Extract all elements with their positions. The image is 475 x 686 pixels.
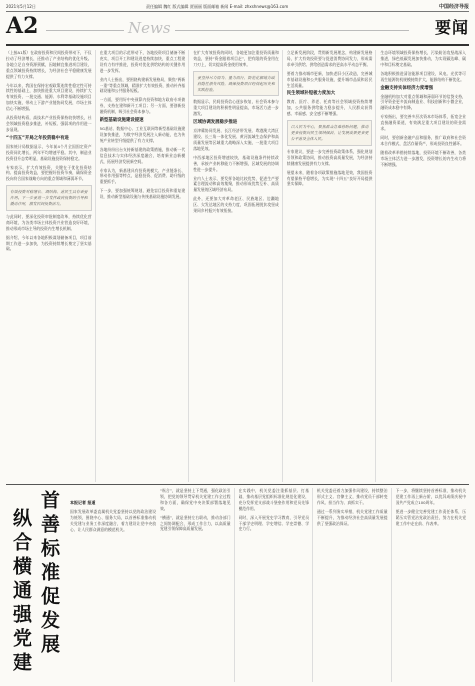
top-bar [6, 3, 469, 11]
lead-text: 国家发展改革委直属机关党委坚持以党的政治建设为统领，围绕中心、服务大局，以首善标准推动机关党建与业务工作深度融合，着力建设让党中央放心、让人民群众满意的模范机关。 [70, 509, 156, 532]
paragraph: 业内人士指出，要围绕构建新发展格局，聚焦“两新一重”等重点领域，精准扩大有效投资，推动补齐基础设施和公共服务短板。 [99, 76, 186, 94]
paragraph: 中西部地区投资增速较快，基础设施条件持续改善，承接产业转移能力不断增强，区域发展的协调性进一步提升。 [193, 154, 279, 172]
article-column [287, 50, 377, 482]
paragraph: 展望未来，随着各项政策措施落地见效，我国投资有望保持平稳增长，为实现“十四五”良好开局提供坚实保障。 [286, 169, 373, 187]
subheading: “十四五”开局之年投资稳中有进 [6, 135, 69, 141]
paragraph: 此外，还要加大对革命老区、民族地区、边疆地区、欠发达地区的支持力度，巩固拓展脱贫攻坚成果同乡村振兴有效衔接。 [193, 196, 279, 214]
paragraph: 京津冀协同发展、长江经济带发展、粤港澳大湾区建设、长三角一体化发展、黄河流域生态保护和高质量发展等区域重大战略深入实施，一批重大项目落地见效。 [193, 128, 279, 151]
paragraph: 要进一步健全完善党建工作责任体系，压紧压实管党治党政治责任，努力在机关党建工作中走在前、作表率。 [395, 508, 466, 526]
issue-date: 2021年5月12日 [6, 4, 36, 9]
paragraph: 5G基站、数据中心、工业互联网等新型基础设施建设加快推进，为数字经济发展注入新动能，也为传统产业转型升级提供了有力支撑。 [99, 126, 186, 143]
article-column [396, 488, 470, 682]
paragraph: 今年以来，我国在保持宏观政策连续性稳定性可持续性的基础上，加快推进重大项目建设，持续扩大有效投资，一批交通、能源、水利等基础设施项目加快实施，带动上下游产业链协同发展，市场主体信心不断增强。 [6, 82, 92, 112]
article-column [100, 50, 190, 482]
masthead [6, 13, 469, 43]
section-title-zh: 要闻 [434, 18, 469, 37]
paragraph: 在实践中，机关党委注重抓基层、打基础，推动基层党组织标准化规范化建设，充分发挥党支部战斗堡垒作用和党员先锋模范作用。 [238, 488, 309, 511]
paragraph: 从投资结构看，高技术产业投资保持较快增长，社会领域投资稳步推进，补短板、强弱项的作用进一步显现。 [6, 115, 92, 132]
paragraph: 国家统计局数据显示，今年前4个月全国固定资产投资同比增长，两年平均增速平稳。其中，制造业投资回升态势明显，基础设施投资保持稳定。 [6, 143, 92, 161]
paragraph: 数据显示，民间投资信心逐步恢复，社会资本参与重大项目建设的积极性明显提高，市场活力进一步激发。 [193, 99, 279, 117]
paragraph: “纵合”，就是坚持上下贯通，强化政治引领，把党的领导贯穿机关党建工作全过程和各方面，确保党中央决策部署落地见效。 [160, 488, 231, 511]
article-column [193, 50, 283, 482]
paragraph: 各地积极推进清洁能源项目建设，风电、光伏等可再生能源装机规模持续扩大，能源结构不断优化。 [380, 70, 466, 82]
masthead-line [46, 30, 409, 31]
paragraph: 教育、医疗、养老、托育等社会领域投资持续增加，公共服务供给能力稳步提升，人民群众获得感、幸福感、安全感不断增强。 [286, 99, 373, 117]
paragraph: 专家认为，新基建具有投资规模大、产业链条长、带动作用强等特点，是稳投资、促消费、助升级的重要抓手。 [99, 167, 186, 185]
article-column [160, 488, 235, 682]
article-column [239, 488, 314, 682]
pull-quote-text: 有效投资对稳增长、调结构、惠民生具有重要作用。下一步要进一步发挥政府投资的引导和撬动作用，激发民间投资活力。 [10, 189, 88, 207]
paragraph: 立足新发展阶段，贯彻新发展理念，构建新发展格局，扩大有效投资要与促进消费协同发力，形成需求牵引供给、供给创造需求的更高水平动态平衡。 [286, 50, 373, 67]
article-column [317, 488, 392, 682]
paragraph: 同时，要创新金融产品和服务，推广政府和社会资本合作模式，盘活存量资产，形成投资良性循环。 [380, 134, 466, 146]
subheading: 民生领域补短板力度加大 [286, 91, 336, 97]
paragraph: 一方面，要用好中央预算内投资和地方政府专项债券，支持在建和新开工项目；另一方面，要创新投融资机制，吸引社会资本参与。 [99, 97, 186, 115]
paragraph: 金融机构加大对重点领域和薄弱环节的信贷支持，引导资金更多流向制造业、科技创新和小微企业，融资成本稳中有降。 [380, 93, 466, 111]
lower-columns [160, 488, 469, 682]
lead-paragraph [70, 500, 156, 536]
paragraph: 在重大项目的示范带动下，各地投资项目储备不断充实，项目开工和建设进度持续加快，重点工程建设有力有序推进，投资对优化供给结构的关键作用进一步发挥。 [99, 50, 186, 73]
pull-quote [6, 185, 92, 211]
paragraph: 业内人士表示，要发挥各地比较优势，促进生产要素合理流动和高效集聚，推动形成优势互补、高质量发展的区域经济布局。 [193, 175, 279, 193]
paragraph: 下一步，要加强统筹规划，避免盲目投资和重复建设，推动新型基础设施与传统基础设施协调发展。 [99, 188, 186, 200]
page-number: A2 [6, 13, 39, 39]
section-divider [6, 484, 469, 485]
paragraph: （上接A1版）在政府投资和民间投资带动下，不仅拉动了经济增长，还推动了产业结构的优化升级。各地立足自身资源禀赋，因地制宜推进项目建设，重点领域投资持续增长，为经济社会平稳健康发展提供了有力支撑。 [6, 50, 92, 79]
pull-quote [287, 120, 373, 146]
section-title-en: News [124, 19, 175, 37]
paragraph: 在扩大有效投资的同时，各地更加注重投资质量和效益，坚持“资金跟着项目走”，把有限的资金用在刀刃上，切实提高资金使用效率。 [193, 50, 279, 67]
top-rule [6, 11, 469, 12]
paragraph: 通过一系列务实举措，机关党建工作质量不断提升，为推动经济社会高质量发展提供了坚强政治保证。 [317, 508, 388, 526]
paper-name: 中国经济导报 [438, 4, 469, 10]
subheading: 金融支持实体经济力度增强 [380, 85, 434, 91]
pull-quote-text: 要坚持尽力而为、量力而行，防范化解地方政府隐性债务风险，确保投资项目经得起历史和实践检验。 [197, 74, 275, 92]
subheading: 新型基础设施建设提速 [99, 118, 144, 124]
paragraph: 与此同时，要深化投资审批制度改革，持续优化营商环境，为各类市场主体投资兴业营造良好环境，推动形成市场主导的投资内生增长机制。 [6, 213, 92, 231]
pull-quote [193, 71, 279, 97]
paragraph: “横通”，就是坚持左右联动，推动各部门之间协调配合，形成工作合力，以高质量党建引领保障高质量发展。 [160, 514, 231, 532]
paragraph: 机关党委还着力加强作风建设，持续整治形式主义、官僚主义，推动党员干部转变作风、担当作为、真抓实干。 [317, 488, 388, 505]
paragraph: 各地纷纷出台支持新基建的政策措施，推动新一代信息技术与实体经济深度融合，培育新业态新模式，拓展经济发展新空间。 [99, 146, 186, 164]
paragraph: 生态环境领域投资保持增长，污染防治攻坚战深入推进，绿色低碳发展加快推动，为实现碳达峰、碳中和目标奠定基础。 [380, 50, 466, 67]
paragraph: 专家表示，扩大有效投资，关键在于优化投资结构、提高投资效益，要把握好投资节奏，确保资金投向符合国家战略方向的重点领域和薄弱环节。 [6, 164, 92, 182]
lower-article [6, 488, 469, 682]
masthead-rule [6, 44, 469, 46]
paragraph: 专家指出，要完善多层次资本市场体系，拓宽企业直接融资渠道，有效满足重大项目建设的资金需求。 [380, 114, 466, 132]
article-column [6, 50, 96, 482]
paragraph: 下一步，将继续坚持首善标准，推动机关党建工作再上新台阶，以优异成绩庆祝中国共产党成立100周年。 [395, 488, 466, 505]
paragraph: 专家建议，要进一步完善投资政策体系，强化规划引领和政策协同，推动投资高质量发展，为经济持续健康发展提供有力支撑。 [286, 148, 373, 166]
paragraph: 据介绍，今年以来各地积极谋划储备项目，项目前期工作进一步加快，为投资持续增长奠定了坚实基础。 [6, 234, 92, 252]
paragraph: 同时，深入开展党史学习教育，引导党员干部学史明理、学史增信、学史崇德、学史力行。 [238, 514, 309, 532]
headline-line-2: 纵合横通强党建 [10, 508, 32, 676]
byline: 本报记者 报道 [70, 500, 96, 505]
subheading: 区域协调发展稳步推进 [193, 120, 238, 126]
paragraph: 随着改革举措持续落地，投资环境不断改善，各类市场主体活力进一步激发，投资增长的内生动力将不断增强。 [380, 149, 466, 167]
vertical-headline [6, 488, 66, 682]
article-column [380, 50, 469, 482]
upper-article [6, 50, 469, 482]
headline-line-1: 首善标准促发展 [38, 490, 60, 658]
paragraph: 要着力推动城市更新，加快老旧小区改造，完善城市基础设施和公共服务设施，提升城市品质和居民生活质量。 [286, 70, 373, 88]
editor-info: 责任编辑 魏红 版式编辑 贾丽丽 版面邮箱 新闻 E-mail: zhxshnews@163.com [146, 4, 289, 9]
pull-quote-text: 以人民为中心，聚焦群众急难愁盼问题，推动更多投资向民生领域倾斜，让发展成果更多更公平惠及全体人民。 [290, 124, 369, 141]
